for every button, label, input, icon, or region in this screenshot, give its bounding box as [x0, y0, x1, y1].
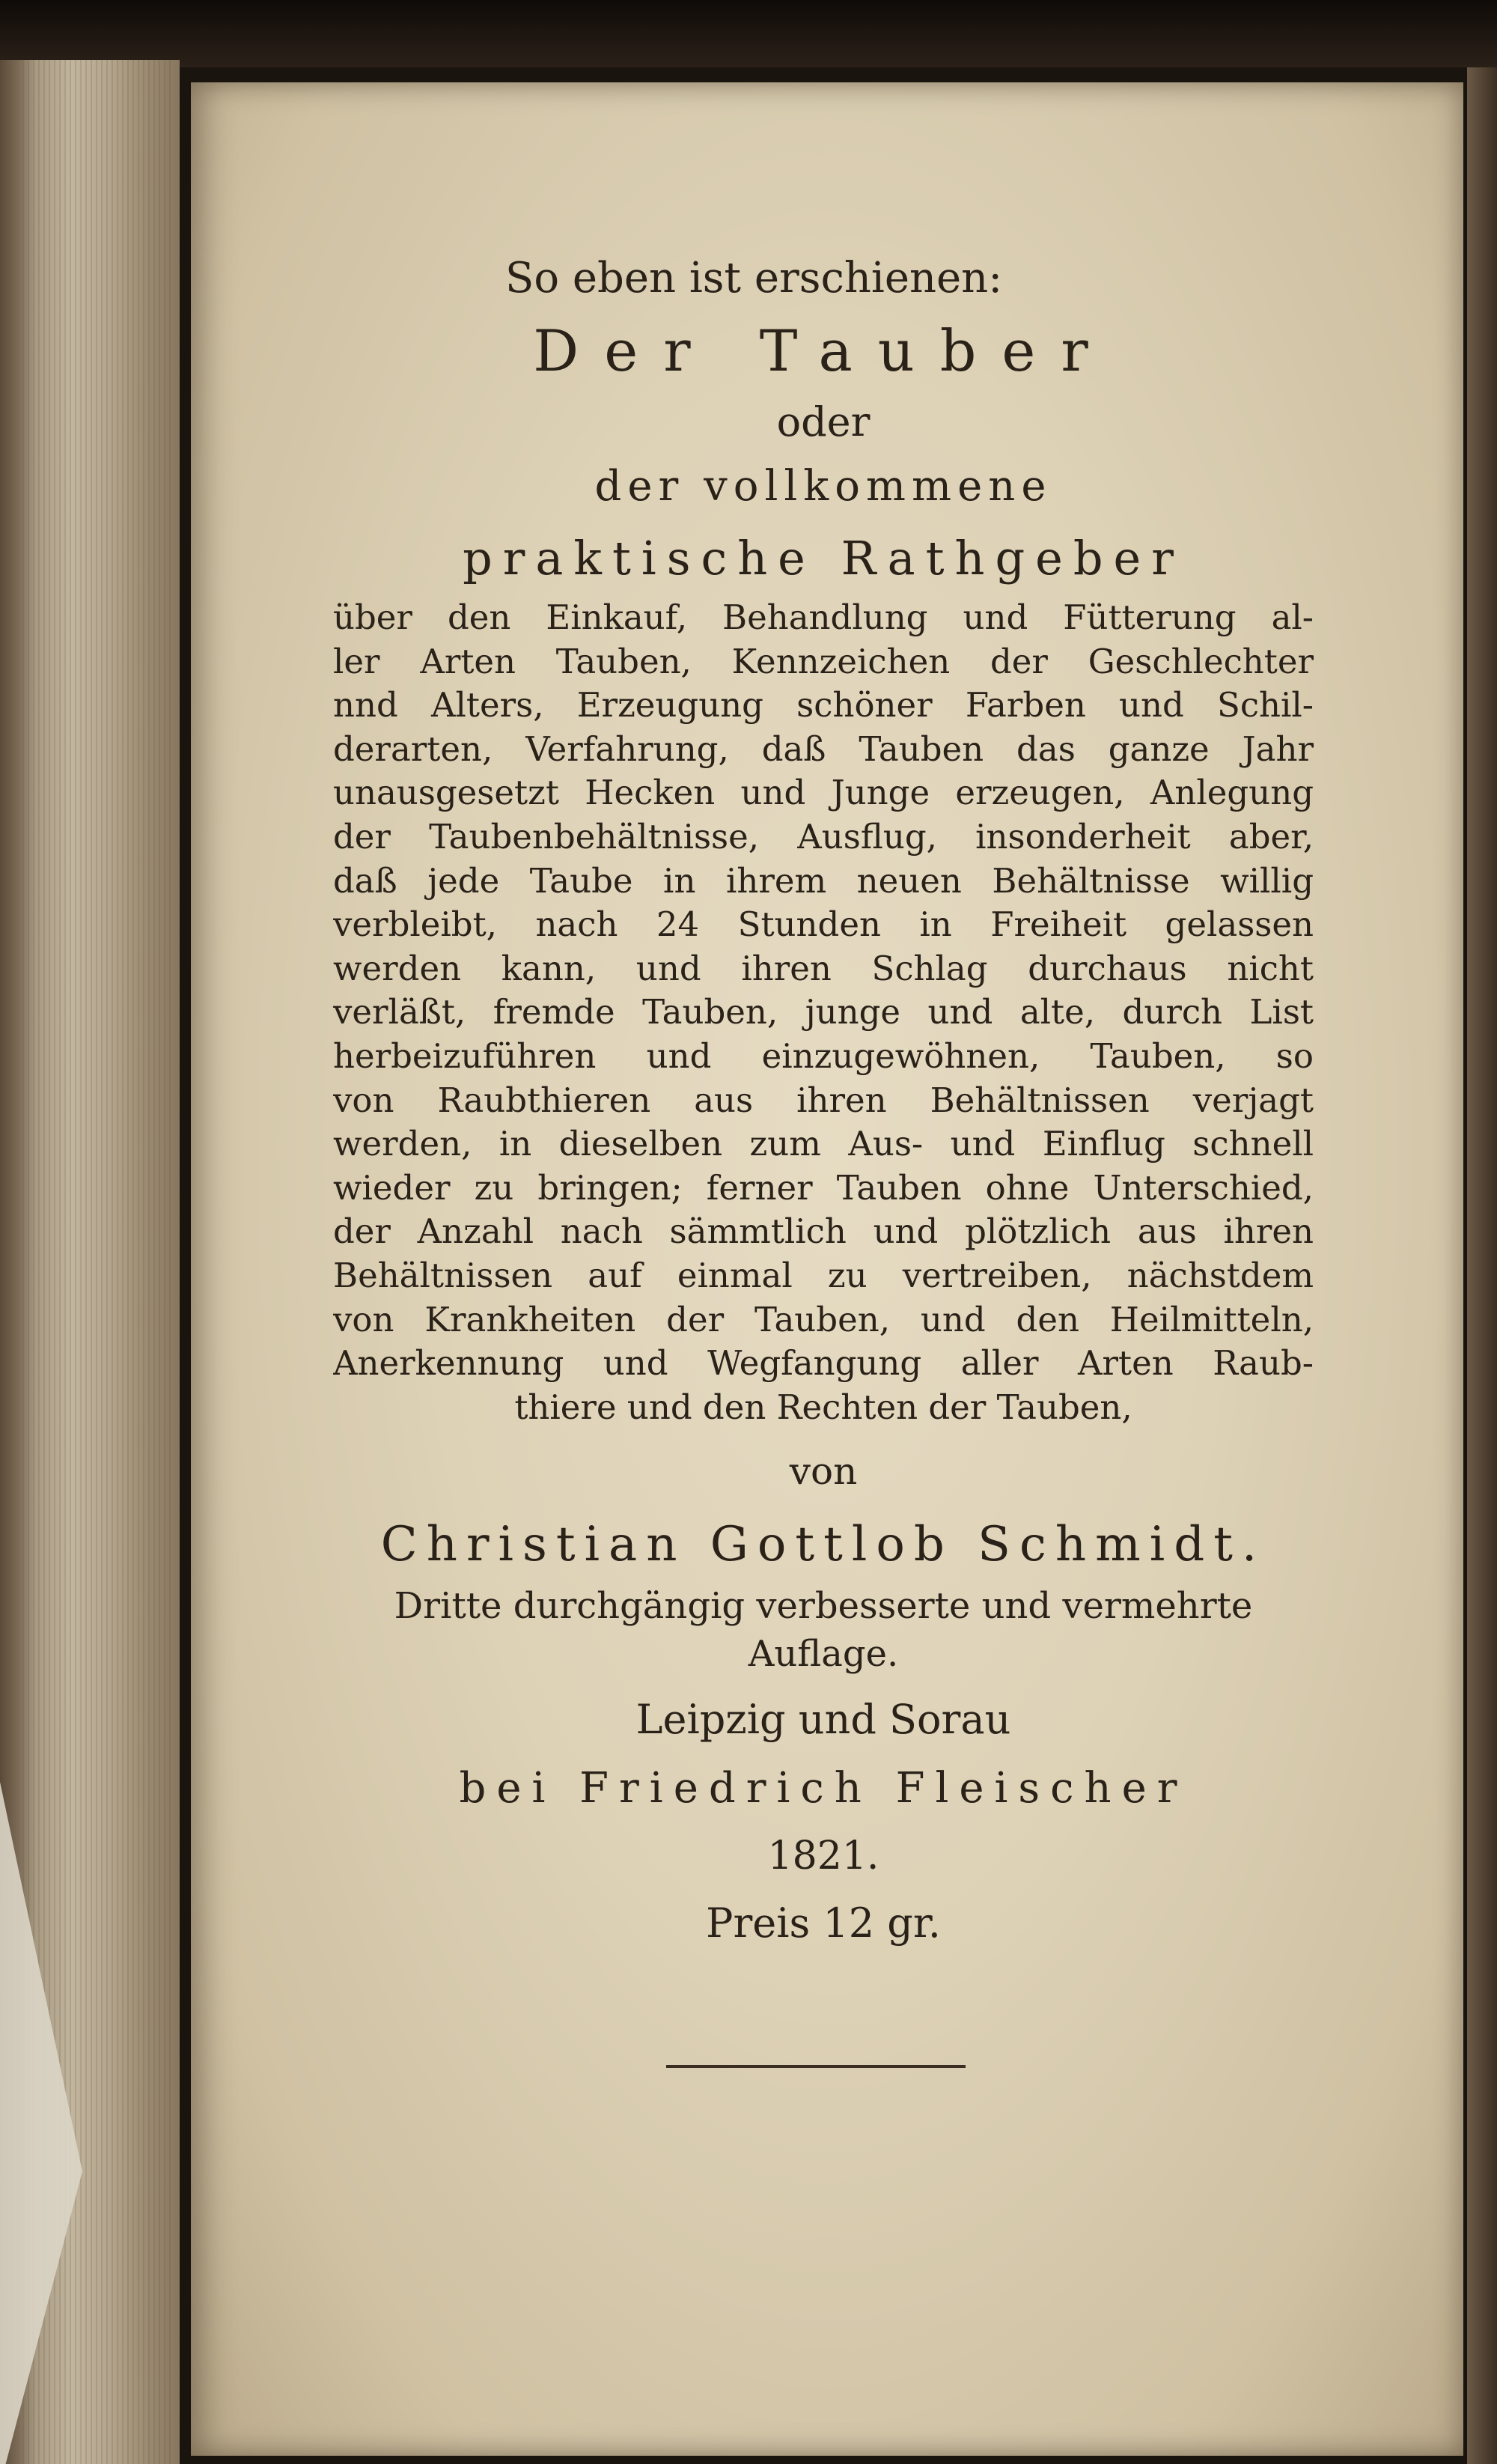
closing-rule [666, 2065, 966, 2068]
advertisement-text [333, 247, 1314, 1958]
description-line: daß jede Taube in ihrem neuen Behältnisse willig [333, 860, 1314, 901]
publication-year: 1821. [767, 1834, 879, 1879]
author-name: Christian Gottlob Schmidt. [380, 1517, 1266, 1573]
description-line: herbeizuführen und einzugewöhnen, Tauben, so [333, 1035, 1314, 1076]
description-line: ler Arten Tauben, Kennzeichen der Geschlechter [333, 641, 1314, 681]
edition-line-1: Dritte durchgängig verbesserte und vermehrte [394, 1585, 1253, 1628]
description-line: über den Einkauf, Behandlung und Fütterung al- [333, 597, 1314, 637]
subtitle-line-2: praktische Rathgeber [463, 531, 1184, 585]
description-line: Behältnissen auf einmal zu vertreiben, nächstdem [333, 1255, 1314, 1295]
by-label: von [789, 1449, 858, 1494]
description-line: von Raubthieren aus ihren Behältnissen verjagt [333, 1080, 1314, 1120]
description-line: verbleibt, nach 24 Stunden in Freiheit gelassen [333, 904, 1314, 945]
description-line: Anerkennung und Wegfangung aller Arten Raub- [333, 1343, 1314, 1384]
description-line: werden, in dieselben zum Aus- und Einflug schnell [333, 1124, 1314, 1164]
intro-line: So eben ist erschienen: [505, 254, 1003, 302]
publication-place: Leipzig und Sorau [635, 1696, 1011, 1744]
description-line: verläßt, fremde Tauben, junge und alte, durch List [333, 992, 1314, 1032]
subtitle-line-1: der vollkommene [594, 462, 1052, 511]
description-line: thiere und den Rechten der Tauben, [514, 1387, 1132, 1427]
description-line: der Taubenbehältnisse, Ausflug, insonderheit aber, [333, 816, 1314, 857]
book-binding-top [0, 0, 1497, 67]
publisher: bei Friedrich Fleischer [459, 1764, 1188, 1813]
price: Preis 12 gr. [706, 1899, 941, 1947]
book-title: Der Tauber [533, 317, 1114, 384]
description-line: werden kann, und ihren Schlag durchaus nicht [333, 948, 1314, 988]
edition-line-2: Auflage. [748, 1633, 899, 1676]
description-line: derarten, Verfahrung, daß Tauben das ganze Jahr [333, 728, 1314, 769]
description-line: von Krankheiten der Tauben, und den Heilmitteln, [333, 1299, 1314, 1339]
description-line: wieder zu bringen; ferner Tauben ohne Unterschied, [333, 1167, 1314, 1208]
book-cover-right-edge [1467, 67, 1497, 2464]
description-paragraph [333, 596, 1314, 1429]
title-conjunction: oder [776, 398, 871, 445]
description-line: der Anzahl nach sämmtlich und plötzlich aus ihren [333, 1211, 1314, 1252]
folded-paper-corner [0, 1782, 82, 2464]
description-line: nnd Alters, Erzeugung schöner Farben und Schil- [333, 685, 1314, 725]
description-line: unausgesetzt Hecken und Junge erzeugen, Anlegung [333, 773, 1314, 813]
